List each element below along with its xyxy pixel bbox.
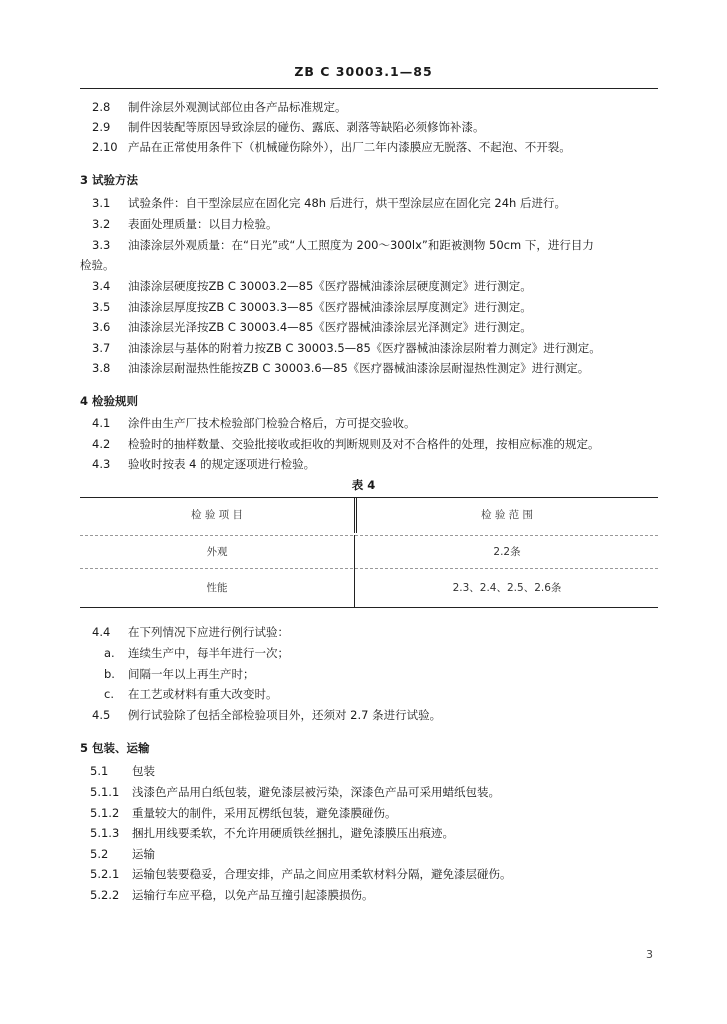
table-row-2-item: 性能 xyxy=(206,582,228,594)
clause-4-4: 4.4 在下列情况下应进行例行试验： xyxy=(92,625,289,639)
clause-3-6: 3.6 油漆涂层光泽按ZB C 30003.4—85《医疗器械油漆涂层光泽测定》进行测定。 xyxy=(92,320,532,334)
clause-5-1-3: 5.1.3 捆扎用线要柔软，不允许用硬质铁丝捆扎，避免漆膜压出痕迹。 xyxy=(90,826,454,840)
page-number: 3 xyxy=(646,948,653,961)
clause-5-2-2: 5.2.2 运输行车应平稳，以免产品互撞引起漆膜损伤。 xyxy=(90,888,374,902)
table-bottom-rule xyxy=(80,607,658,608)
section-4-title: 4 检验规则 xyxy=(80,394,139,408)
clause-5-2: 5.2 运输 xyxy=(90,847,155,861)
clause-4-4-b: b. 间隔一年以上再生产时； xyxy=(104,667,255,681)
clause-4-5: 4.5 例行试验除了包括全部检验项目外，还须对 2.7 条进行试验。 xyxy=(92,708,442,722)
table-row-1-range: 2.2条 xyxy=(493,546,521,558)
clause-5-1: 5.1 包装 xyxy=(90,764,155,778)
clause-3-7: 3.7 油漆涂层与基体的附着力按ZB C 30003.5—85《医疗器械油漆涂层附着力测定》进行测定。 xyxy=(92,341,601,355)
clause-4-4-c: c. 在工艺或材料有重大改变时。 xyxy=(104,687,278,701)
table-body-divider xyxy=(354,535,355,607)
clause-3-2: 3.2 表面处理质量：以目力检验。 xyxy=(92,217,278,231)
clause-2-9: 2.9 制件因装配等原因导致涂层的碰伤、露底、剥落等缺陷必须修饰补漆。 xyxy=(92,120,485,134)
table-header-item: 检 验 项 目 xyxy=(190,509,243,521)
clause-2-8: 2.8 制件涂层外观测试部位由各产品标准规定。 xyxy=(92,100,347,114)
clause-5-1-1: 5.1.1 浅漆色产品用白纸包装，避免漆层被污染，深漆色产品可采用蜡纸包装。 xyxy=(90,785,500,799)
table-header-range: 检 验 范 围 xyxy=(480,509,533,521)
clause-3-3: 3.3 油漆涂层外观质量：在“日光”或“人工照度为 200～300lx”和距被测物 50cm 下，进行目力 xyxy=(92,238,594,252)
table-row-1-item: 外观 xyxy=(206,546,228,558)
clause-3-4: 3.4 油漆涂层硬度按ZB C 30003.2—85《医疗器械油漆涂层硬度测定》进行测定。 xyxy=(92,279,532,293)
table-row-rule xyxy=(80,568,658,569)
clause-3-5: 3.5 油漆涂层厚度按ZB C 30003.3—85《医疗器械油漆涂层厚度测定》进行测定。 xyxy=(92,300,532,314)
clause-3-8: 3.8 油漆涂层耐湿热性能按ZB C 30003.6—85《医疗器械油漆涂层耐湿热性测定》进行测定。 xyxy=(92,361,590,375)
clause-4-1: 4.1 涂件由生产厂技术检验部门检验合格后，方可提交验收。 xyxy=(92,416,416,430)
clause-2-10: 2.10 产品在正常使用条件下（机械碰伤除外），出厂二年内漆膜应无脱落、不起泡、不开裂。 xyxy=(92,140,571,154)
table-caption: 表 4 xyxy=(351,478,376,492)
clause-4-4-a: a. 连续生产中，每半年进行一次； xyxy=(104,646,289,660)
standard-code-header: ZB C 30003.1—85 xyxy=(294,64,433,79)
table-top-rule xyxy=(80,497,658,498)
section-3-title: 3 试验方法 xyxy=(80,173,139,187)
table-header-divider xyxy=(354,497,355,533)
clause-4-3: 4.3 验收时按表 4 的规定逐项进行检验。 xyxy=(92,457,316,471)
clause-5-1-2: 5.1.2 重量较大的制件，采用瓦楞纸包装，避免漆膜碰伤。 xyxy=(90,806,397,820)
clause-3-1: 3.1 试验条件：自干型涂层应在固化完 48h 后进行，烘干型涂层应在固化完 24h 后进行。 xyxy=(92,196,566,210)
section-5-title: 5 包装、运输 xyxy=(80,741,150,755)
table-row-2-range: 2.3、2.4、2.5、2.6条 xyxy=(452,582,562,594)
table-header-rule xyxy=(80,535,658,536)
header-rule xyxy=(80,88,658,89)
clause-3-3-continued: 检验。 xyxy=(80,258,115,272)
clause-5-2-1: 5.2.1 运输包装要稳妥，合理安排，产品之间应用柔软材料分隔，避免漆层碰伤。 xyxy=(90,867,512,881)
clause-4-2: 4.2 检验时的抽样数量、交验批接收或拒收的判断规则及对不合格件的处理，按相应标准的规定。 xyxy=(92,437,600,451)
